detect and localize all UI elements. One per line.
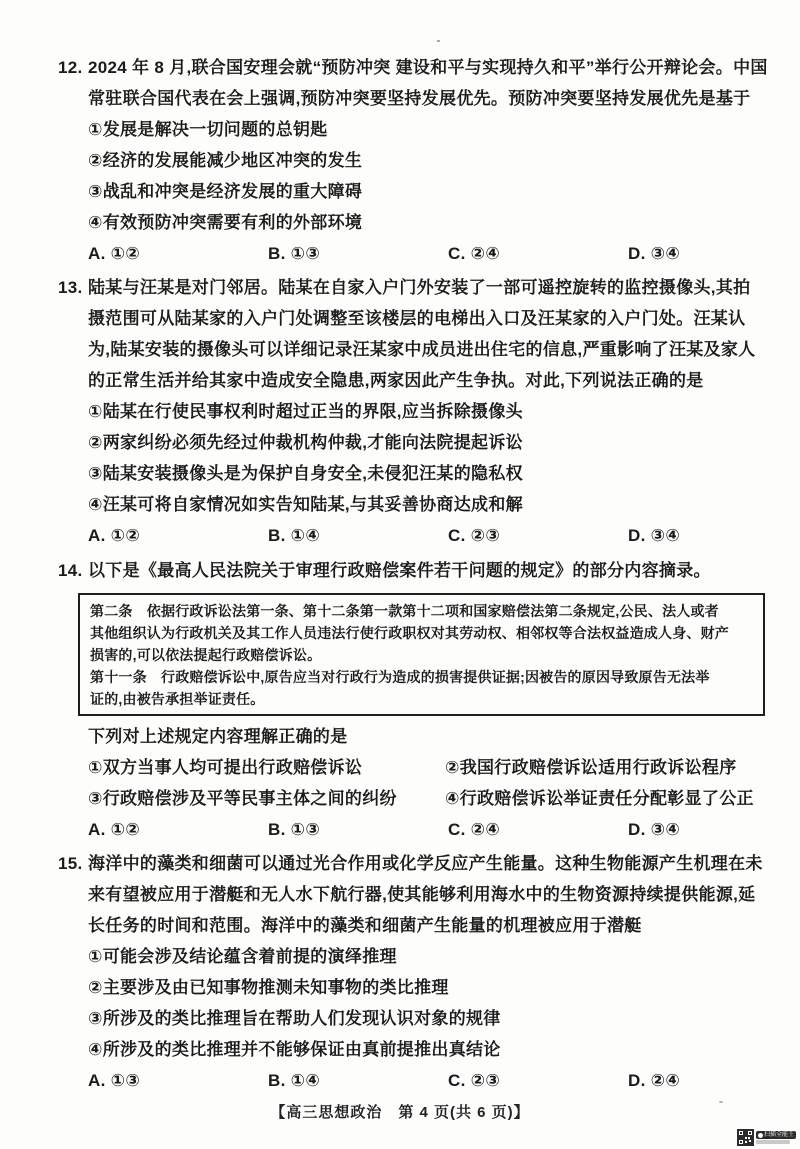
- question-number: 15.: [58, 854, 83, 873]
- stem-line: 长任务的时间和范围。海洋中的藻类和细菌产生能量的机理被应用于潜艇: [88, 916, 642, 935]
- option-c: C. ②④: [448, 244, 501, 263]
- option-d: D. ③④: [628, 820, 681, 839]
- option-d: D. ③④: [628, 526, 681, 545]
- statement-items-row: [88, 752, 770, 783]
- question-stem: [58, 52, 770, 83]
- statement-item: ③陆某安装摄像头是为保护自身安全,未侵犯汪某的隐私权: [88, 464, 523, 483]
- options-row: [88, 814, 770, 845]
- statement-item: ②我国行政赔偿诉讼适用行政诉讼程序: [445, 758, 737, 777]
- statement-item: ①发展是解决一切问题的总钥匙: [88, 120, 328, 139]
- statement-item: ①陆某在行使民事权利时超过正当的界限,应当拆除摄像头: [88, 402, 523, 421]
- question-stem: [58, 272, 770, 303]
- statement-item: ②两家纠纷必须先经过仲裁机构仲裁,才能向法院提起诉讼: [88, 433, 523, 452]
- stem-line: 常驻联合国代表在会上强调,预防冲突要坚持发展优先。预防冲突要坚持发展优先是基于: [88, 89, 751, 108]
- stem-line: 陆某与汪某是对门邻居。陆某在自家入户门外安装了一部可遥控旋转的监控摄像头,其拍: [88, 278, 751, 297]
- statement-item: ③所涉及的类比推理旨在帮助人们发现认识对象的规律: [88, 1009, 501, 1028]
- question-number: 12.: [58, 58, 83, 77]
- qr-code-icon: [737, 1129, 754, 1146]
- stem-line: 海洋中的藻类和细菌可以通过光合作用或化学反应产生能量。这种生物能源产生机理在未: [88, 854, 763, 873]
- options-row: [88, 1065, 770, 1096]
- watermark-text: 扫描全能王: [763, 1132, 794, 1138]
- question-stem: [58, 848, 770, 879]
- option-b: B. ①③: [268, 244, 321, 263]
- statement-item: ④所涉及的类比推理并不能够保证由真前提推出真结论: [88, 1040, 501, 1059]
- statement-item: ①双方当事人均可提出行政赔偿诉讼: [88, 758, 363, 777]
- page-footer: 【高三思想政治 第 4 页(共 6 页)】: [270, 1104, 530, 1121]
- option-d: D. ②④: [628, 1071, 681, 1090]
- option-a: A. ①②: [88, 526, 141, 545]
- question-number: 14.: [58, 561, 83, 580]
- statement-item: ④行政赔偿诉讼举证责任分配彰显了公正: [445, 789, 754, 808]
- statement-items-row: [88, 783, 770, 814]
- sub-stem: 下列对上述规定内容理解正确的是: [88, 727, 348, 746]
- option-c: C. ②④: [448, 820, 501, 839]
- excerpt-line: 第二条 依据行政诉讼法第一条、第十二条第一款第十二项和国家赔偿法第二条规定,公民、法人或者: [90, 603, 719, 619]
- option-c: C. ②③: [448, 526, 501, 545]
- question-12: [58, 52, 770, 269]
- option-a: A. ①③: [88, 1071, 141, 1090]
- statement-item: ④有效预防冲突需要有利的外部环境: [88, 213, 363, 232]
- option-a: A. ①②: [88, 820, 141, 839]
- scanner-logo-icon: [758, 1133, 763, 1138]
- option-c: C. ②③: [448, 1071, 501, 1090]
- stem-line: 为,陆某安装的摄像头可以详细记录汪某家中成员进出住宅的信息,严重影响了汪某及家人: [88, 340, 756, 359]
- excerpt-line: 其他组织认为行政机关及其工作人员违法行使行政职权对其劳动权、相邻权等合法权益造成人身、财产: [90, 625, 729, 641]
- stem-line: 以下是《最高人民法院关于审理行政赔偿案件若干问题的规定》的部分内容摘录。: [88, 561, 711, 580]
- excerpt-line: 证的,由被告承担举证责任。: [90, 691, 265, 707]
- option-b: B. ①③: [268, 820, 321, 839]
- option-b: B. ①④: [268, 1071, 321, 1090]
- watermark-subtext: [756, 1140, 790, 1144]
- excerpt-line: 第十一条 行政赔偿诉讼中,原告应当对行政行为造成的损害提供证据;因被告的原因导致原告无法举: [90, 669, 710, 685]
- statement-item: ②主要涉及由已知事物推测未知事物的类比推理: [88, 978, 449, 997]
- statement-item: ③战乱和冲突是经济发展的重大障碍: [88, 182, 363, 201]
- question-stem: [58, 555, 770, 586]
- question-14: [58, 555, 770, 845]
- statement-item: ①可能会涉及结论蕴含着前提的演绎推理: [88, 947, 397, 966]
- statement-item: ③行政赔偿涉及平等民事主体之间的纠纷: [88, 789, 397, 808]
- stem-line: 的正常生活并给其家中造成安全隐患,两家因此产生争执。对此,下列说法正确的是: [88, 371, 704, 390]
- scanner-watermark: [737, 1129, 796, 1146]
- stem-line: 摄范围可从陆某家的入户门处调整至该楼层的电梯出入口及汪某家的入户门处。汪某认: [88, 309, 746, 328]
- statement-item: ④汪某可将自家情况如实告知陆某,与其妥善协商达成和解: [88, 495, 523, 514]
- statement-item: ②经济的发展能减少地区冲突的发生: [88, 151, 363, 170]
- question-15: [58, 848, 770, 1096]
- option-b: B. ①④: [268, 526, 321, 545]
- options-row: [88, 238, 770, 269]
- stem-line: 来有望被应用于潜艇和无人水下航行器,使其能够利用海水中的生物资源持续提供能源,延: [88, 885, 756, 904]
- excerpt-line: 损害的,可以依法提起行政赔偿诉讼。: [90, 647, 322, 663]
- option-d: D. ③④: [628, 244, 681, 263]
- stem-line: 2024 年 8 月,联合国安理会就“预防冲突 建设和平与实现持久和平”举行公开辩论会。中国: [88, 58, 768, 77]
- regulation-excerpt-box: [78, 593, 765, 716]
- question-13: [58, 272, 770, 551]
- scan-speck: [437, 40, 440, 42]
- watermark-label-block: [756, 1131, 796, 1144]
- option-a: A. ①②: [88, 244, 141, 263]
- watermark-label: [756, 1131, 796, 1139]
- question-number: 13.: [58, 278, 83, 297]
- options-row: [88, 520, 770, 551]
